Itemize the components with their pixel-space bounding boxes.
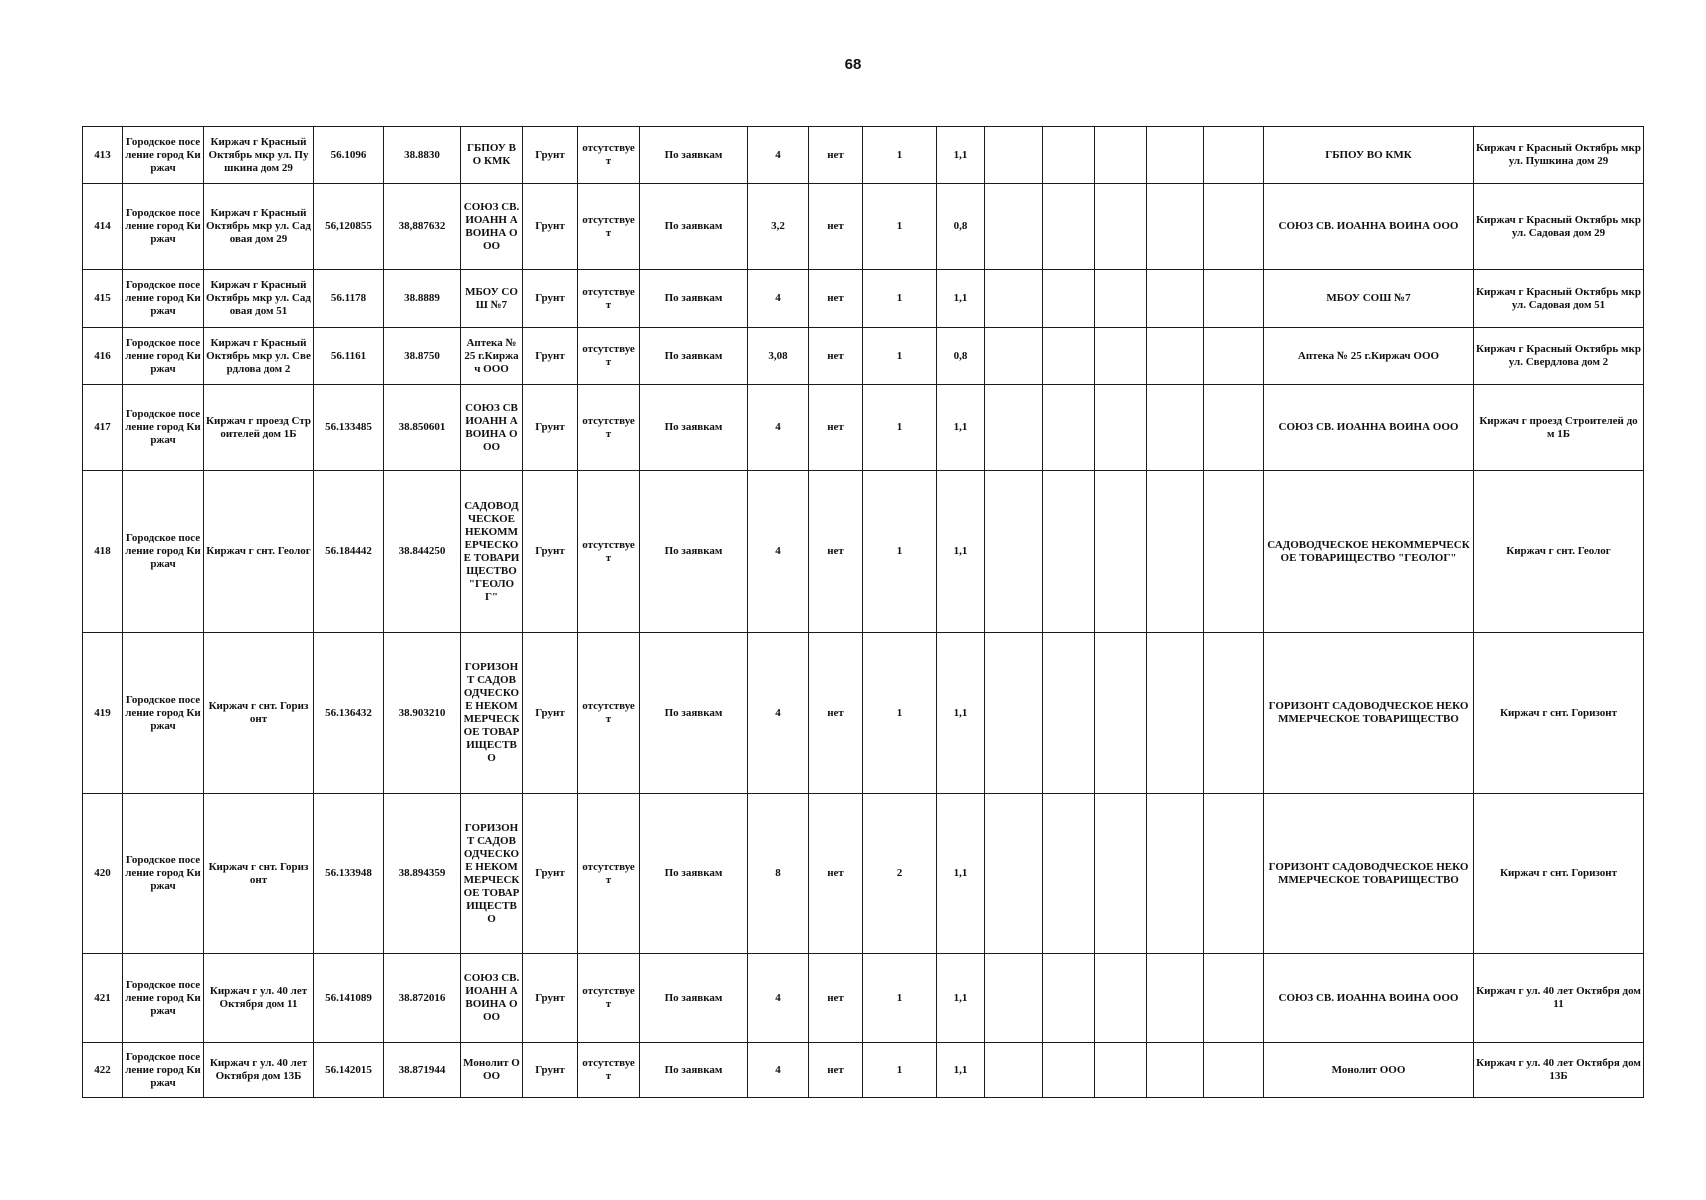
owner-address-cell: Киржач г ул. 40 лет Октября дом 13Б: [1474, 1043, 1644, 1098]
owner-full-cell: СОЮЗ СВ. ИОАННА ВОИНА ООО: [1264, 385, 1474, 471]
container-size-cell: 1,1: [937, 794, 985, 954]
address-cell: Киржач г Красный Октябрь мкр ул. Садовая дом 29: [204, 184, 314, 270]
schedule-cell: По заявкам: [640, 954, 748, 1043]
schedule-cell: По заявкам: [640, 270, 748, 328]
surface-cell: Грунт: [523, 471, 578, 633]
latitude-cell: 56.1161: [314, 328, 384, 385]
flag-cell: нет: [809, 794, 863, 954]
row-number: 414: [83, 184, 123, 270]
address-cell: Киржач г Красный Октябрь мкр ул. Пушкина дом 29: [204, 127, 314, 184]
owner-full-cell: СОЮЗ СВ. ИОАННА ВОИНА ООО: [1264, 184, 1474, 270]
schedule-cell: По заявкам: [640, 471, 748, 633]
owner-full-cell: ГОРИЗОНТ САДОВОДЧЕСКОЕ НЕКОММЕРЧЕСКОЕ ТОВАРИЩЕСТВО: [1264, 633, 1474, 794]
longitude-cell: 38.8750: [384, 328, 461, 385]
owner-short-cell: Монолит ООО: [461, 1043, 523, 1098]
owner-short-cell: Аптека № 25 г.Киржач ООО: [461, 328, 523, 385]
latitude-cell: 56.136432: [314, 633, 384, 794]
empty-cell: [1147, 385, 1204, 471]
settlement-cell: Городское поселение город Киржач: [123, 1043, 204, 1098]
surface-cell: Грунт: [523, 328, 578, 385]
empty-cell: [1095, 471, 1147, 633]
empty-cell: [985, 954, 1043, 1043]
surface-cell: Грунт: [523, 184, 578, 270]
longitude-cell: 38.8830: [384, 127, 461, 184]
longitude-cell: 38.894359: [384, 794, 461, 954]
flag-cell: нет: [809, 1043, 863, 1098]
row-number: 420: [83, 794, 123, 954]
container-size-cell: 1,1: [937, 471, 985, 633]
empty-cell: [1095, 954, 1147, 1043]
settlement-cell: Городское поселение город Киржач: [123, 471, 204, 633]
owner-short-cell: ГБПОУ ВО КМК: [461, 127, 523, 184]
owner-short-cell: ГОРИЗОНТ САДОВОДЧЕСКОЕ НЕКОММЕРЧЕСКОЕ ТОВАРИЩЕСТВО: [461, 794, 523, 954]
schedule-cell: По заявкам: [640, 385, 748, 471]
latitude-cell: 56.133948: [314, 794, 384, 954]
settlement-cell: Городское поселение город Киржач: [123, 127, 204, 184]
row-number: 418: [83, 471, 123, 633]
empty-cell: [985, 127, 1043, 184]
longitude-cell: 38.871944: [384, 1043, 461, 1098]
empty-cell: [1147, 270, 1204, 328]
container-size-cell: 1,1: [937, 633, 985, 794]
canopy-cell: отсутствует: [578, 633, 640, 794]
owner-address-cell: Киржач г Красный Октябрь мкр ул. Свердлова дом 2: [1474, 328, 1644, 385]
flag-cell: нет: [809, 954, 863, 1043]
empty-cell: [985, 794, 1043, 954]
empty-cell: [985, 633, 1043, 794]
container-count-cell: 1: [863, 471, 937, 633]
table-row: [83, 385, 1644, 471]
empty-cell: [1095, 794, 1147, 954]
row-number: 422: [83, 1043, 123, 1098]
container-size-cell: 1,1: [937, 385, 985, 471]
owner-address-cell: Киржач г Красный Октябрь мкр ул. Садовая дом 51: [1474, 270, 1644, 328]
schedule-cell: По заявкам: [640, 794, 748, 954]
owner-short-cell: ГОРИЗОНТ САДОВОДЧЕСКОЕ НЕКОММЕРЧЕСКОЕ ТОВАРИЩЕСТВО: [461, 633, 523, 794]
empty-cell: [1095, 184, 1147, 270]
canopy-cell: отсутствует: [578, 270, 640, 328]
address-cell: Киржач г ул. 40 лет Октября дом 13Б: [204, 1043, 314, 1098]
settlement-cell: Городское поселение город Киржач: [123, 794, 204, 954]
empty-cell: [1147, 471, 1204, 633]
empty-cell: [1204, 794, 1264, 954]
empty-cell: [1095, 270, 1147, 328]
flag-cell: нет: [809, 328, 863, 385]
empty-cell: [1095, 127, 1147, 184]
row-number: 416: [83, 328, 123, 385]
owner-full-cell: ГБПОУ ВО КМК: [1264, 127, 1474, 184]
volume-cell: 8: [748, 794, 809, 954]
schedule-cell: По заявкам: [640, 1043, 748, 1098]
owner-address-cell: Киржач г проезд Строителей дом 1Б: [1474, 385, 1644, 471]
owner-full-cell: МБОУ СОШ №7: [1264, 270, 1474, 328]
table-row: [83, 184, 1644, 270]
canopy-cell: отсутствует: [578, 1043, 640, 1098]
volume-cell: 3,2: [748, 184, 809, 270]
address-cell: Киржач г проезд Строителей дом 1Б: [204, 385, 314, 471]
settlement-cell: Городское поселение город Киржач: [123, 633, 204, 794]
container-count-cell: 2: [863, 794, 937, 954]
canopy-cell: отсутствует: [578, 471, 640, 633]
empty-cell: [1147, 328, 1204, 385]
owner-short-cell: САДОВОДЧЕСКОЕ НЕКОММЕРЧЕСКОЕ ТОВАРИЩЕСТВО "ГЕОЛОГ": [461, 471, 523, 633]
empty-cell: [1204, 385, 1264, 471]
empty-cell: [1147, 954, 1204, 1043]
owner-address-cell: Киржач г Красный Октябрь мкр ул. Пушкина дом 29: [1474, 127, 1644, 184]
container-count-cell: 1: [863, 385, 937, 471]
owner-address-cell: Киржач г снт. Геолог: [1474, 471, 1644, 633]
table-row: [83, 794, 1644, 954]
flag-cell: нет: [809, 385, 863, 471]
owner-address-cell: Киржач г ул. 40 лет Октября дом 11: [1474, 954, 1644, 1043]
empty-cell: [1095, 633, 1147, 794]
owner-full-cell: СОЮЗ СВ. ИОАННА ВОИНА ООО: [1264, 954, 1474, 1043]
owner-address-cell: Киржач г снт. Горизонт: [1474, 794, 1644, 954]
surface-cell: Грунт: [523, 270, 578, 328]
schedule-cell: По заявкам: [640, 328, 748, 385]
empty-cell: [985, 184, 1043, 270]
empty-cell: [1147, 633, 1204, 794]
address-cell: Киржач г Красный Октябрь мкр ул. Садовая дом 51: [204, 270, 314, 328]
empty-cell: [1147, 794, 1204, 954]
volume-cell: 4: [748, 954, 809, 1043]
empty-cell: [1147, 1043, 1204, 1098]
empty-cell: [1043, 184, 1095, 270]
flag-cell: нет: [809, 184, 863, 270]
empty-cell: [1147, 184, 1204, 270]
empty-cell: [1043, 385, 1095, 471]
schedule-cell: По заявкам: [640, 184, 748, 270]
address-cell: Киржач г снт. Горизонт: [204, 633, 314, 794]
empty-cell: [1147, 127, 1204, 184]
empty-cell: [1043, 1043, 1095, 1098]
surface-cell: Грунт: [523, 633, 578, 794]
volume-cell: 4: [748, 633, 809, 794]
settlement-cell: Городское поселение город Киржач: [123, 184, 204, 270]
table-row: [83, 471, 1644, 633]
surface-cell: Грунт: [523, 794, 578, 954]
owner-full-cell: САДОВОДЧЕСКОЕ НЕКОММЕРЧЕСКОЕ ТОВАРИЩЕСТВО "ГЕОЛОГ": [1264, 471, 1474, 633]
surface-cell: Грунт: [523, 127, 578, 184]
longitude-cell: 38.844250: [384, 471, 461, 633]
container-size-cell: 1,1: [937, 270, 985, 328]
table-row: [83, 270, 1644, 328]
empty-cell: [1095, 385, 1147, 471]
latitude-cell: 56,120855: [314, 184, 384, 270]
longitude-cell: 38,887632: [384, 184, 461, 270]
owner-full-cell: ГОРИЗОНТ САДОВОДЧЕСКОЕ НЕКОММЕРЧЕСКОЕ ТОВАРИЩЕСТВО: [1264, 794, 1474, 954]
owner-address-cell: Киржач г снт. Горизонт: [1474, 633, 1644, 794]
volume-cell: 4: [748, 127, 809, 184]
settlement-cell: Городское поселение город Киржач: [123, 385, 204, 471]
canopy-cell: отсутствует: [578, 954, 640, 1043]
container-sites-table: [82, 126, 1644, 1098]
table-row: [83, 633, 1644, 794]
longitude-cell: 38.903210: [384, 633, 461, 794]
empty-cell: [1043, 471, 1095, 633]
canopy-cell: отсутствует: [578, 127, 640, 184]
empty-cell: [985, 270, 1043, 328]
empty-cell: [1204, 1043, 1264, 1098]
canopy-cell: отсутствует: [578, 385, 640, 471]
owner-short-cell: СОЮЗ СВ. ИОАНН А ВОИНА ООО: [461, 954, 523, 1043]
empty-cell: [985, 328, 1043, 385]
latitude-cell: 56.141089: [314, 954, 384, 1043]
longitude-cell: 38.8889: [384, 270, 461, 328]
address-cell: Киржач г ул. 40 лет Октября дом 11: [204, 954, 314, 1043]
address-cell: Киржач г снт. Геолог: [204, 471, 314, 633]
table-row: [83, 1043, 1644, 1098]
table-row: [83, 328, 1644, 385]
canopy-cell: отсутствует: [578, 184, 640, 270]
latitude-cell: 56.142015: [314, 1043, 384, 1098]
container-count-cell: 1: [863, 328, 937, 385]
container-size-cell: 0,8: [937, 328, 985, 385]
latitude-cell: 56.184442: [314, 471, 384, 633]
container-count-cell: 1: [863, 127, 937, 184]
container-count-cell: 1: [863, 270, 937, 328]
empty-cell: [1095, 1043, 1147, 1098]
container-count-cell: 1: [863, 184, 937, 270]
empty-cell: [1095, 328, 1147, 385]
container-size-cell: 1,1: [937, 127, 985, 184]
canopy-cell: отсутствует: [578, 328, 640, 385]
flag-cell: нет: [809, 633, 863, 794]
canopy-cell: отсутствует: [578, 794, 640, 954]
empty-cell: [1043, 270, 1095, 328]
flag-cell: нет: [809, 127, 863, 184]
owner-short-cell: СОЮЗ СВ ИОАНН А ВОИНА ООО: [461, 385, 523, 471]
container-count-cell: 1: [863, 633, 937, 794]
latitude-cell: 56.1096: [314, 127, 384, 184]
volume-cell: 3,08: [748, 328, 809, 385]
address-cell: Киржач г снт. Горизонт: [204, 794, 314, 954]
container-count-cell: 1: [863, 1043, 937, 1098]
settlement-cell: Городское поселение город Киржач: [123, 954, 204, 1043]
flag-cell: нет: [809, 471, 863, 633]
empty-cell: [1204, 184, 1264, 270]
empty-cell: [1204, 328, 1264, 385]
container-size-cell: 0,8: [937, 184, 985, 270]
container-count-cell: 1: [863, 954, 937, 1043]
row-number: 419: [83, 633, 123, 794]
empty-cell: [1204, 954, 1264, 1043]
schedule-cell: По заявкам: [640, 633, 748, 794]
owner-short-cell: СОЮЗ СВ. ИОАНН А ВОИНА ООО: [461, 184, 523, 270]
empty-cell: [1043, 954, 1095, 1043]
row-number: 413: [83, 127, 123, 184]
table-body: [83, 127, 1644, 1098]
empty-cell: [1204, 127, 1264, 184]
row-number: 421: [83, 954, 123, 1043]
volume-cell: 4: [748, 270, 809, 328]
settlement-cell: Городское поселение город Киржач: [123, 328, 204, 385]
table-row: [83, 127, 1644, 184]
row-number: 417: [83, 385, 123, 471]
owner-full-cell: Аптека № 25 г.Киржач ООО: [1264, 328, 1474, 385]
empty-cell: [1204, 471, 1264, 633]
longitude-cell: 38.850601: [384, 385, 461, 471]
owner-short-cell: МБОУ СОШ №7: [461, 270, 523, 328]
page-number: 68: [844, 56, 862, 73]
address-cell: Киржач г Красный Октябрь мкр ул. Свердлова дом 2: [204, 328, 314, 385]
empty-cell: [985, 385, 1043, 471]
row-number: 415: [83, 270, 123, 328]
table-row: [83, 954, 1644, 1043]
empty-cell: [1204, 633, 1264, 794]
container-size-cell: 1,1: [937, 954, 985, 1043]
surface-cell: Грунт: [523, 954, 578, 1043]
latitude-cell: 56.1178: [314, 270, 384, 328]
longitude-cell: 38.872016: [384, 954, 461, 1043]
owner-address-cell: Киржач г Красный Октябрь мкр ул. Садовая дом 29: [1474, 184, 1644, 270]
empty-cell: [985, 471, 1043, 633]
surface-cell: Грунт: [523, 1043, 578, 1098]
volume-cell: 4: [748, 385, 809, 471]
empty-cell: [1043, 794, 1095, 954]
empty-cell: [985, 1043, 1043, 1098]
empty-cell: [1043, 633, 1095, 794]
container-size-cell: 1,1: [937, 1043, 985, 1098]
empty-cell: [1043, 127, 1095, 184]
surface-cell: Грунт: [523, 385, 578, 471]
settlement-cell: Городское поселение город Киржач: [123, 270, 204, 328]
schedule-cell: По заявкам: [640, 127, 748, 184]
flag-cell: нет: [809, 270, 863, 328]
empty-cell: [1204, 270, 1264, 328]
latitude-cell: 56.133485: [314, 385, 384, 471]
volume-cell: 4: [748, 1043, 809, 1098]
empty-cell: [1043, 328, 1095, 385]
volume-cell: 4: [748, 471, 809, 633]
owner-full-cell: Монолит ООО: [1264, 1043, 1474, 1098]
